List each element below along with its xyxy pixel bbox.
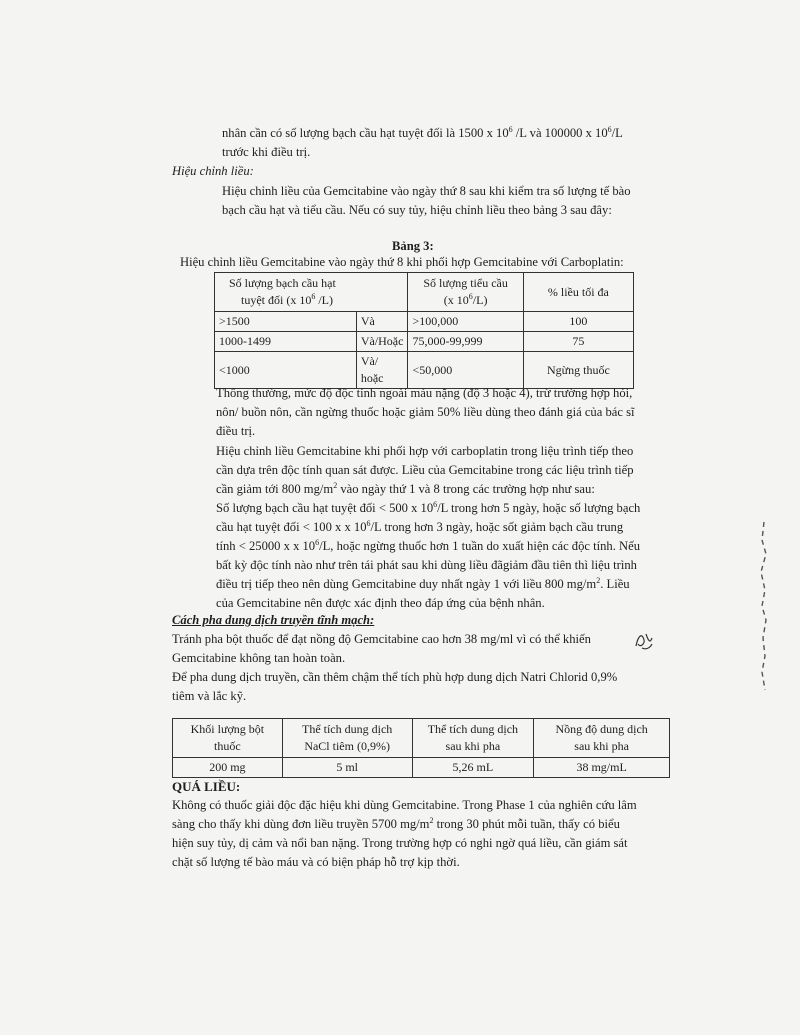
table-3: [214, 272, 634, 389]
para1-line-2: nôn/ buồn nôn, cần ngừng thuốc hoặc giảm 50% liều dùng theo đánh giá của bác sĩ: [216, 405, 635, 419]
cell-operator: Và/ hoặc: [356, 352, 408, 389]
margin-scribble-icon: [752, 520, 776, 700]
overdose-line-1: Không có thuốc giải độc đặc hiệu khi dùng Gemcitabine. Trong Phase 1 của nghiên cứu lâm: [172, 798, 637, 812]
adjust-heading: Hiệu chỉnh liều:: [172, 164, 254, 178]
cell-platelet: 75,000-99,999: [408, 332, 523, 352]
cell-operator: Và/Hoặc: [356, 332, 408, 352]
cell-platelet: >100,000: [408, 312, 523, 332]
para2-line-2: cần dựa trên độc tính quan sát được. Liều của Gemcitabine trong các liệu trình tiếp: [216, 463, 634, 477]
cell-operator: Và: [356, 312, 408, 332]
overdose-line-4: chặt số lượng tế bào máu và có biện pháp hỗ trợ kịp thời.: [172, 855, 460, 869]
table-preparation: [172, 718, 670, 778]
intro-line-2: trước khi điều trị.: [222, 145, 311, 159]
cell-powder-mass: 200 mg: [173, 758, 283, 778]
header-nacl-volume: Thể tích dung dịch NaCl tiêm (0,9%): [282, 719, 412, 758]
table3-title: Bảng 3:: [392, 239, 434, 253]
para1-line-1: Thông thường, mức độ độc tính ngoài máu nặng (độ 3 hoặc 4), trừ trường hợp hói,: [216, 386, 633, 400]
table-row: [173, 758, 670, 778]
header-granulocyte: Số lượng bạch cầu hạt tuyệt đối (x $10^6$ /L): [215, 273, 408, 312]
para2-line-8: điều trị tiếp theo nên dùng Gemcitabine duy nhất ngày 1 với liều 800 $mg/m^2$. Liều: [216, 575, 630, 591]
header-platelet: Số lượng tiểu cầu (x $10^6/L$): [408, 273, 523, 312]
para2-line-9: của Gemcitabine nên được xác định theo đáp ứng của bệnh nhân.: [216, 596, 545, 610]
para2-line-3: cần giảm tới 800 $mg/m^2$ vào ngày thứ 1 và 8 trong các trường hợp như sau:: [216, 480, 595, 496]
table-row: [215, 332, 634, 352]
cell-dose: 100: [523, 312, 633, 332]
prep-line-1: Tránh pha bột thuốc để đạt nồng độ Gemcitabine cao hơn 38 mg/ml vì có thể khiến: [172, 632, 591, 646]
cell-granulocyte: <1000: [215, 352, 357, 389]
table3-caption: Hiệu chỉnh liều Gemcitabine vào ngày thứ 8 khi phối hợp Gemcitabine với Carboplatin:: [180, 255, 624, 269]
cell-nacl-volume: 5 ml: [282, 758, 412, 778]
cell-dose: 75: [523, 332, 633, 352]
overdose-heading: QUÁ LIỀU:: [172, 779, 241, 794]
adjust-line-1: Hiệu chỉnh liều của Gemcitabine vào ngày thứ 8 sau khi kiểm tra số lượng tế bào: [222, 184, 631, 198]
header-max-dose: % liều tối đa: [523, 273, 633, 312]
cell-concentration: 38 mg/mL: [534, 758, 670, 778]
prep-line-2: Gemcitabine không tan hoàn toàn.: [172, 651, 346, 665]
handwritten-initials-icon: [630, 626, 658, 654]
cell-dose: Ngừng thuốc: [523, 352, 633, 389]
cell-platelet: <50,000: [408, 352, 523, 389]
prep-heading: Cách pha dung dịch truyền tĩnh mạch:: [172, 613, 375, 627]
overdose-line-2: sàng cho thấy khi dùng đơn liều truyền 5700 $mg/m^2$ trong 30 phút mỗi tuần, thấy có biểu: [172, 815, 620, 831]
header-powder-mass: Khối lượng bột thuốc: [173, 719, 283, 758]
intro-line-1: nhân cần có số lượng bạch cầu hạt tuyệt đối là 1500 x $10^6$ /L và 100000 x $10^6/L$: [222, 124, 623, 140]
para2-line-6: tính < 25000 x x $10^6/L$, hoặc ngừng thuốc hơn 1 tuần do xuất hiện các độc tính. Nếu: [216, 537, 641, 553]
cell-granulocyte: >1500: [215, 312, 357, 332]
para2-line-5: cầu hạt tuyệt đối < 100 x x $10^6/L$ trong hơn 3 ngày, hoặc sốt giảm bạch cầu trung: [216, 518, 624, 534]
overdose-line-3: hiện suy tủy, dị cảm và nổi ban nặng. Trong trường hợp có nghi ngờ quá liều, cần giám sát: [172, 836, 628, 850]
para2-line-1: Hiệu chỉnh liều Gemcitabine khi phối hợp với carboplatin trong liệu trình tiếp theo: [216, 444, 634, 458]
table-header-row: [173, 719, 670, 758]
header-final-volume: Thể tích dung dịch sau khi pha: [412, 719, 534, 758]
header-concentration: Nồng độ dung dịch sau khi pha: [534, 719, 670, 758]
adjust-line-2: bạch cầu hạt và tiểu cầu. Nếu có suy tủy, hiệu chỉnh liều theo bảng 3 sau đây:: [222, 203, 612, 217]
prep-line-4: tiêm và lắc kỹ.: [172, 689, 247, 703]
table-header-row: [215, 273, 634, 312]
para1-line-3: điều trị.: [216, 424, 256, 438]
table-row: [215, 352, 634, 389]
para2-line-7: bất kỳ độc tính nào như trên tái phát sau khi dùng liều đãgiảm đầu tiên thì liệu trình: [216, 558, 637, 572]
para2-line-4: Số lượng bạch cầu hạt tuyệt đối < 500 x $10^6/L$ trong hơn 5 ngày, hoặc số lượng bạch: [216, 499, 641, 515]
cell-final-volume: 5,26 mL: [412, 758, 534, 778]
table-row: [215, 312, 634, 332]
prep-line-3: Để pha dung dịch truyền, cần thêm chậm thể tích phù hợp dung dịch Natri Chlorid 0,9%: [172, 670, 618, 684]
cell-granulocyte: 1000-1499: [215, 332, 357, 352]
